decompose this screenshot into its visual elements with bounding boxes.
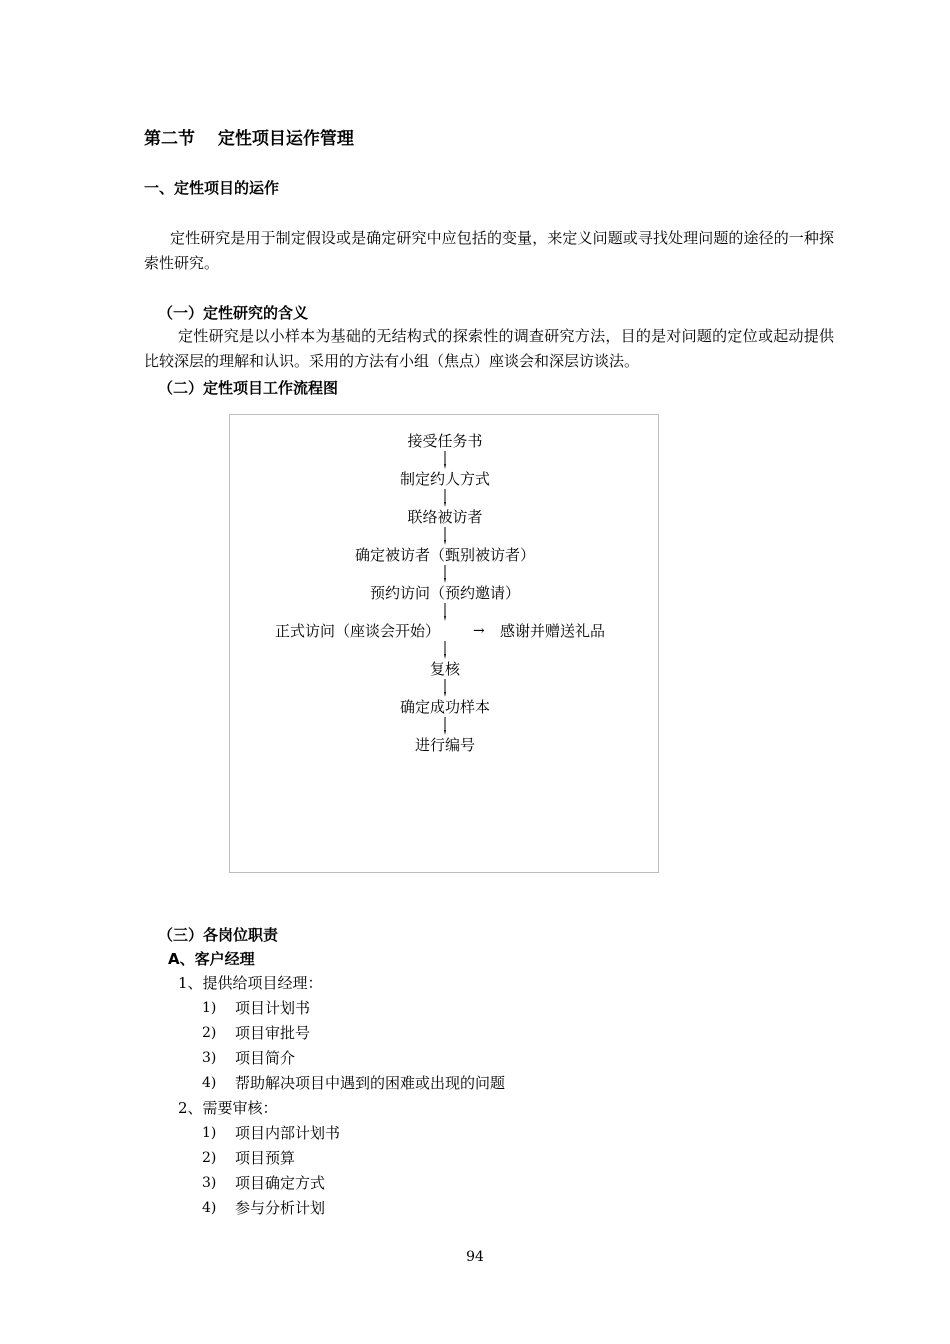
list-item: 参与分析计划 — [235, 1199, 326, 1217]
flow-step: 确定被访者（甄别被访者） — [354, 546, 535, 564]
flow-step: 进行编号 — [414, 736, 475, 754]
flow-step: 复核 — [429, 660, 460, 678]
down-arrow-icon — [444, 527, 446, 545]
list-number: 2) — [202, 1150, 217, 1166]
flow-step: 制定约人方式 — [399, 470, 490, 488]
list-item: 项目计划书 — [235, 999, 311, 1017]
list-number: 4) — [202, 1075, 217, 1091]
sub2-heading: （二）定性项目工作流程图 — [158, 379, 339, 397]
section-title: 第二节 定性项目运作管理 — [144, 129, 354, 149]
down-arrow-icon — [444, 679, 446, 697]
flow-side-step: 感谢并赠送礼品 — [500, 622, 606, 640]
flow-step: 预约访问（预约邀请） — [369, 584, 520, 602]
down-arrow-icon — [444, 451, 446, 469]
list-number: 4) — [202, 1200, 217, 1216]
list-item: 项目简介 — [235, 1049, 296, 1067]
list-item: 帮助解决项目中遇到的困难或出现的问题 — [235, 1074, 506, 1092]
right-arrow-icon: → — [473, 623, 485, 639]
flow-step: 联络被访者 — [407, 508, 483, 526]
down-arrow-icon — [444, 489, 446, 507]
down-arrow-icon — [444, 565, 446, 583]
sub1-text: 定性研究是以小样本为基础的无结构式的探索性的调查研究方法，目的是对问题的定位或起动提供比较深层的理解和认识。采用的方法有小组（焦点）座谈会和深层访谈法。 — [144, 327, 834, 370]
flow-step: 确定成功样本 — [399, 698, 490, 716]
list-item: 项目确定方式 — [235, 1174, 326, 1192]
down-arrow-icon — [444, 641, 446, 659]
group2-title: 2、需要审核： — [178, 1099, 278, 1117]
group1-title: 1、提供给项目经理： — [178, 974, 323, 992]
list-item: 项目内部计划书 — [235, 1124, 341, 1142]
list-number: 3) — [202, 1175, 217, 1191]
list-number: 1) — [202, 1125, 217, 1141]
sub1-heading: （一）定性研究的含义 — [158, 304, 309, 322]
flow-step: 正式访问（座谈会开始） — [275, 622, 441, 640]
intro-paragraph: 定性研究是用于制定假设或是确定研究中应包括的变量，来定义问题或寻找处理问题的途径的一种探索性研究。 — [144, 229, 834, 272]
list-number: 2) — [202, 1025, 217, 1041]
list-number: 3) — [202, 1050, 217, 1066]
page-number: 94 — [466, 1249, 484, 1265]
sub3-heading: （三）各岗位职责 — [158, 926, 279, 944]
down-arrow-icon — [444, 603, 446, 621]
flow-step: 接受任务书 — [407, 432, 483, 450]
heading-1: 一、定性项目的运作 — [144, 179, 280, 197]
list-item: 项目预算 — [235, 1149, 296, 1167]
list-number: 1) — [202, 1000, 217, 1016]
down-arrow-icon — [444, 717, 446, 735]
role-a-heading: A、客户经理 — [168, 950, 255, 968]
list-item: 项目审批号 — [235, 1024, 311, 1042]
flowchart-box — [229, 414, 659, 873]
